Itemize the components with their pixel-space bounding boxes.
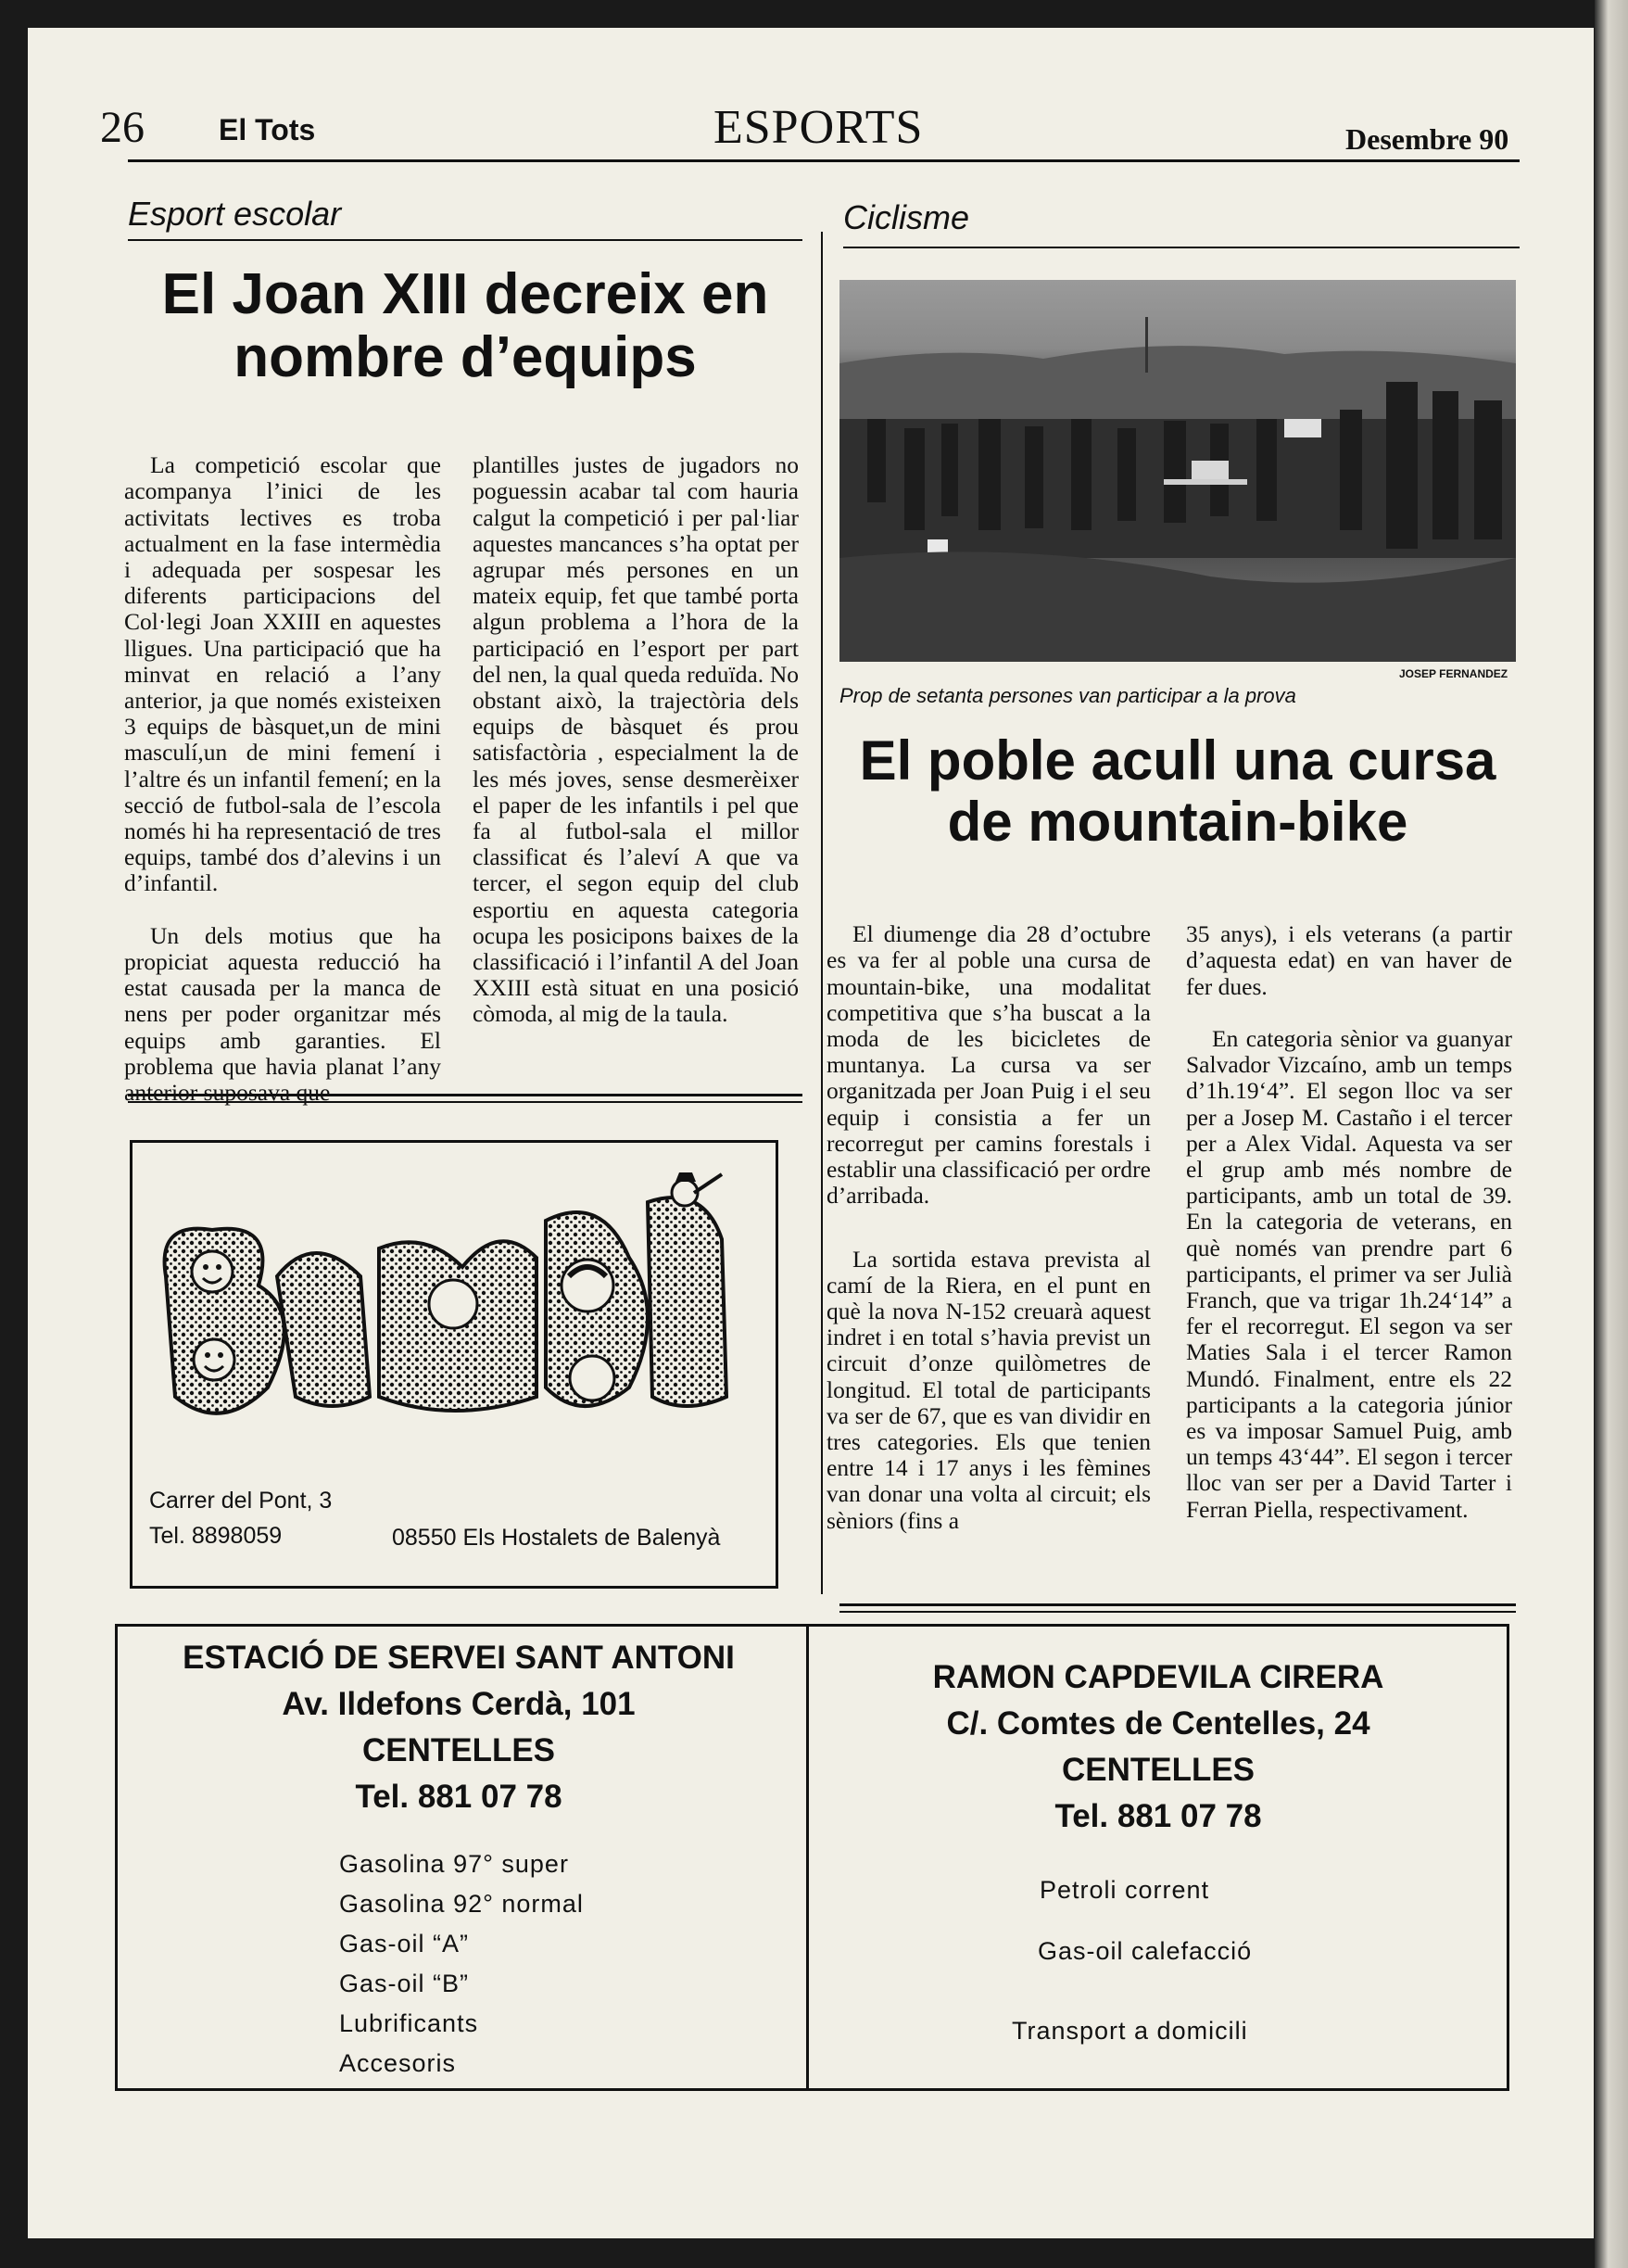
article1-paragraph: La competició escolar que acompanya l’inici de les activitats lectives es troba actualment en la fase intermèdia i adequada per sospesar les diferents participacions del Col·legi Joan XXIII en aquestes lligues. Una participació que ha minvat en relació a l’any anterior, ja que només existeixen 3 equips de bàsquet,un de mini masculí,un de mini femení i l’altre és un infantil femení; en la secció de futbol-sala de l’escola només hi ha representació de tres equips, també dos d’alevins i un d’infantil. — [124, 451, 441, 897]
bambi-phone: Tel. 8898059 — [149, 1523, 283, 1549]
station-town: CENTELLES — [361, 1732, 556, 1768]
station-ad — [120, 1635, 797, 1820]
article2-paragraph: En categoria sènior va guanyar Salvador Vizcaíno, amb un temps d’1h.19‘4”. El segon lloc va ser per a Josep M. Castaño i el tercer per a Alex Vidal. Aquesta va ser el grup amb més nombre de participants, amb un total de 39. En la categoria de veterans, en què només van prendre part 6 participants, el primer va ser Julià Franch, que va trigar 1h.24‘14” a fer el recorregut. El segon va ser Maties Sala i el tercer Ramon Mundó. Finalment, entre els 22 participants a la categoria júnior es va imposar Samuel Puig, amb un temps 43‘44”. El segon i tercer lloc van ser per a David Tarter i Ferran Piella, respectivament. — [1186, 1025, 1512, 1523]
bottom-ads-divider — [806, 1624, 809, 2091]
station-service-item: Accesoris — [339, 2049, 457, 2077]
station-service-item: Gas-oil “A” — [339, 1930, 470, 1958]
station-service-item: Lubrificants — [339, 2009, 479, 2037]
article2-column-2 — [1186, 895, 1512, 1549]
bambi-city: 08550 Els Hostalets de Balenyà — [392, 1525, 721, 1551]
issue-date: Desembre 90 — [1345, 122, 1509, 156]
article1-paragraph: plantilles justes de jugadors no poguessin acabar tal com hauria calgut la competició i per pal·liar aquestes mancances s’ha optat per agrupar més persones en un mateix equip, fet que també porta algun problema a l’hora de la participació en l’esport per part del nen, la qual queda reduïda. No obstant això, la trajectòria dels equips de bàsquet és prou satisfactòria , especialment la de les més joves, sense desmerèixer el paper de les infantils i pel que fa al futbol-sala el millor classificat és l’aleví A que va tercer, el segon equip del club esportiu en aquesta categoria ocupa les posicipons baixes de la classificació i l’infantil A del Joan XXIII està situat en una posició còmoda, al mig de la taula. — [473, 451, 799, 1028]
photo-credit: JOSEP FERNANDEZ — [1399, 667, 1508, 680]
capdevila-address: C/. Comtes de Centelles, 24 — [946, 1705, 1370, 1742]
article2-column-1 — [827, 895, 1151, 1560]
crowd-photo-icon — [839, 280, 1516, 662]
article1-kicker-rule — [128, 239, 802, 241]
article2-paragraph: La sortida estava prevista al camí de la Riera, en el punt en què la nova N-152 creuarà aquest indret i en total s’havia previst un circuit d’onze quilòmetres de longitud. El total de participants va ser de 67, que es van dividir en tres categories. Els que tenien entre 14 i 17 anys i les fèmines van donar una volta al circuit; els sèniors (fins a — [827, 1245, 1151, 1534]
capdevila-phone: Tel. 881 07 78 — [1054, 1798, 1262, 1834]
station-name: ESTACIÓ DE SERVEI SANT ANTONI — [183, 1640, 735, 1676]
article1-paragraph: Un dels motius que ha propiciat aquesta reducció ha estat causada per la manca de nens per poder organitzar més equips amb garanties. El problema que havia planat l’any anterior suposava que — [124, 921, 441, 1107]
capdevila-service-item: Gas-oil calefacció — [1038, 1937, 1253, 1965]
article2-end-rule — [839, 1603, 1516, 1613]
page-spine — [1595, 0, 1628, 2268]
article1-kicker: Esport escolar — [128, 195, 342, 233]
capdevila-name: RAMON CAPDEVILA CIRERA — [932, 1659, 1384, 1695]
article2-headline: El poble acull una cursa de mountain-bike — [859, 729, 1496, 853]
article2-kicker-rule — [843, 247, 1520, 248]
race-photo — [839, 280, 1516, 662]
station-service-item: Gas-oil “B” — [339, 1970, 470, 1997]
capdevila-ad — [815, 1654, 1501, 1840]
article2-paragraph: 35 anys), i els veterans (a partir d’aquesta edat) en van haver de fer dues. — [1186, 920, 1512, 1000]
bambi-address: Carrer del Pont, 3 — [149, 1488, 333, 1514]
article1-end-rule — [128, 1094, 802, 1103]
section-title: ESPORTS — [713, 101, 924, 154]
station-service-item: Gasolina 97° super — [339, 1850, 569, 1878]
article2-paragraph: El diumenge dia 28 d’octubre es va fer al poble una cursa de mountain-bike, una modalitat competitiva que s’ha buscat a la moda de les bicicletes de muntanya. La cursa va ser organitzada per Joan Puig i el seu equip i consistia a fer un recorregut per camins forestals i establir una classificació per ordre d’arribada. — [827, 920, 1151, 1210]
article1-headline: El Joan XIII decreix en nombre d’equips — [161, 262, 769, 390]
page-number: 26 — [100, 103, 145, 152]
capdevila-town: CENTELLES — [1061, 1752, 1256, 1788]
header-rule — [128, 159, 1520, 162]
publication-name: El Tots — [219, 113, 316, 146]
article1-column-1 — [124, 426, 441, 1132]
station-address: Av. Ildefons Cerdà, 101 — [282, 1686, 636, 1722]
capdevila-service-item: Transport a domicili — [1012, 2017, 1248, 2045]
capdevila-service-item: Petroli corrent — [1040, 1876, 1210, 1904]
photo-caption: Prop de setanta persones van participar a la prova — [839, 684, 1296, 707]
station-service-item: Gasolina 92° normal — [339, 1890, 584, 1918]
column-divider — [821, 232, 823, 1594]
station-services — [339, 1844, 584, 2084]
article1-column-2 — [473, 426, 799, 1054]
bambi-logo-icon — [147, 1165, 759, 1443]
station-phone: Tel. 881 07 78 — [355, 1779, 562, 1815]
bambi-ad — [130, 1140, 778, 1589]
article2-kicker: Ciclisme — [843, 198, 970, 236]
